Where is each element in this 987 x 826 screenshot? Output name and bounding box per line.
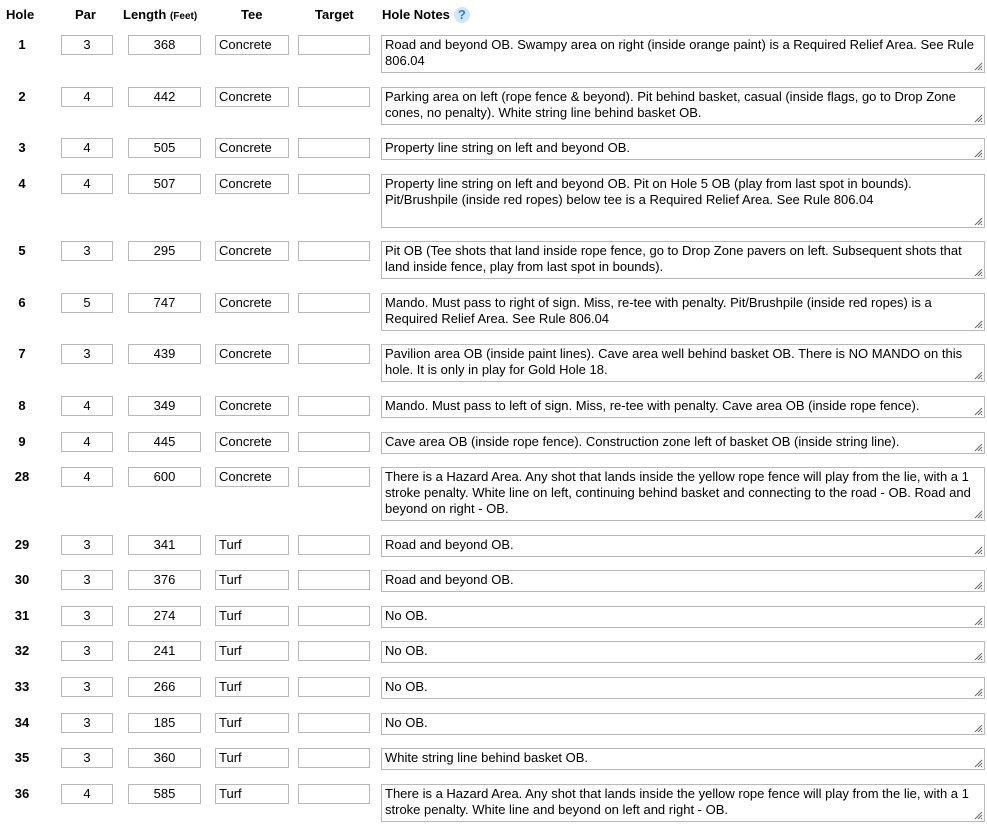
resize-grip-icon[interactable] [973, 723, 983, 733]
hole-number: 28 [14, 469, 30, 484]
par-input[interactable]: 3 [61, 535, 113, 555]
tee-input[interactable]: Concrete [215, 293, 289, 313]
par-input[interactable]: 4 [61, 432, 113, 452]
hole-notes-textarea[interactable] [381, 174, 985, 228]
hole-notes-text: Property line string on left and beyond OB. Pit on Hole 5 OB (play from last spot in bounds). Pit/Brushpile (inside red ropes) below tee is a Required Relief Area. See Rule 806.04 [385, 176, 912, 207]
par-input[interactable]: 4 [61, 138, 113, 158]
length-input[interactable]: 349 [128, 396, 201, 416]
target-input[interactable] [298, 570, 370, 590]
hole-notes-text: No OB. [385, 608, 428, 623]
length-input[interactable]: 341 [128, 535, 201, 555]
hole-notes-textarea[interactable] [381, 748, 985, 770]
header-length [123, 7, 197, 22]
par-input[interactable]: 4 [61, 174, 113, 194]
tee-input[interactable]: Concrete [215, 35, 289, 55]
length-input[interactable]: 360 [128, 748, 201, 768]
length-input[interactable]: 274 [128, 606, 201, 626]
target-input[interactable] [298, 396, 370, 416]
hole-notes-text: Road and beyond OB. Swampy area on right (inside orange paint) is a Required Relief Area. See Rule 806.04 [385, 37, 974, 68]
tee-input[interactable]: Turf [215, 784, 289, 804]
hole-notes-textarea[interactable] [381, 138, 985, 160]
hole-number: 36 [14, 786, 30, 801]
length-input[interactable]: 266 [128, 677, 201, 697]
resize-grip-icon[interactable] [973, 810, 983, 820]
target-input[interactable] [298, 535, 370, 555]
target-input[interactable] [298, 87, 370, 107]
hole-notes-text: Property line string on left and beyond OB. [385, 140, 630, 155]
par-input[interactable]: 3 [61, 344, 113, 364]
hole-number: 1 [18, 37, 26, 52]
length-input[interactable]: 585 [128, 784, 201, 804]
tee-input[interactable]: Turf [215, 535, 289, 555]
length-input[interactable]: 241 [128, 641, 201, 661]
hole-notes-text: Road and beyond OB. [385, 572, 514, 587]
length-input[interactable]: 185 [128, 713, 201, 733]
hole-notes-text: No OB. [385, 679, 428, 694]
resize-grip-icon[interactable] [973, 216, 983, 226]
par-input[interactable]: 3 [61, 35, 113, 55]
length-input[interactable]: 295 [128, 241, 201, 261]
hole-notes-text: White string line behind basket OB. [385, 750, 589, 765]
tee-input[interactable]: Concrete [215, 241, 289, 261]
resize-grip-icon[interactable] [973, 370, 983, 380]
resize-grip-icon[interactable] [973, 442, 983, 452]
hole-notes-textarea[interactable] [381, 570, 985, 592]
target-input[interactable] [298, 344, 370, 364]
hole-number: 9 [18, 434, 26, 449]
resize-grip-icon[interactable] [973, 319, 983, 329]
tee-input[interactable]: Concrete [215, 87, 289, 107]
par-input[interactable]: 3 [61, 606, 113, 626]
target-input[interactable] [298, 677, 370, 697]
tee-input[interactable]: Turf [215, 570, 289, 590]
tee-input[interactable]: Turf [215, 606, 289, 626]
hole-number: 30 [14, 572, 30, 587]
hole-notes-textarea[interactable] [381, 535, 985, 557]
hole-notes-textarea[interactable] [381, 467, 985, 521]
resize-grip-icon[interactable] [973, 687, 983, 697]
target-input[interactable] [298, 784, 370, 804]
hole-number: 5 [18, 243, 26, 258]
par-input[interactable]: 3 [61, 677, 113, 697]
length-input[interactable]: 505 [128, 138, 201, 158]
hole-notes-text: Parking area on left (rope fence & beyond). Pit behind basket, casual (inside flags, go to Drop Zone cones, no penalty). White string line behind basket OB. [385, 89, 956, 120]
hole-notes-textarea[interactable] [381, 87, 985, 125]
hole-notes-textarea[interactable] [381, 606, 985, 628]
hole-notes-text: Mando. Must pass to right of sign. Miss, re-tee with penalty. Pit/Brushpile (inside red ropes) is a Required Relief Area. See Rule 806.04 [385, 295, 932, 326]
tee-input[interactable]: Concrete [215, 467, 289, 487]
target-input[interactable] [298, 606, 370, 626]
target-input[interactable] [298, 748, 370, 768]
tee-input[interactable]: Turf [215, 713, 289, 733]
resize-grip-icon[interactable] [973, 651, 983, 661]
resize-grip-icon[interactable] [973, 545, 983, 555]
tee-input[interactable]: Concrete [215, 432, 289, 452]
tee-input[interactable]: Concrete [215, 138, 289, 158]
hole-notes-textarea[interactable] [381, 293, 985, 331]
hole-notes-text: No OB. [385, 643, 428, 658]
resize-grip-icon[interactable] [973, 758, 983, 768]
par-input[interactable]: 3 [61, 748, 113, 768]
tee-input[interactable]: Concrete [215, 344, 289, 364]
header-length-unit: (Feet) [169, 11, 198, 22]
hole-notes-text: No OB. [385, 715, 428, 730]
target-input[interactable] [298, 35, 370, 55]
length-input[interactable]: 445 [128, 432, 201, 452]
length-input[interactable]: 376 [128, 570, 201, 590]
header-tee: Tee [241, 7, 263, 22]
tee-input[interactable]: Concrete [215, 174, 289, 194]
hole-number: 29 [14, 537, 30, 552]
hole-notes-text: There is a Hazard Area. Any shot that lands inside the yellow rope fence will play from the lie, with a 1 stroke penalty. White line on left, continuing behind basket and connecting to the road - OB. Road and beyond on right - OB. [385, 469, 971, 516]
hole-number: 35 [14, 750, 30, 765]
par-input[interactable]: 5 [61, 293, 113, 313]
resize-grip-icon[interactable] [973, 267, 983, 277]
header-par: Par [75, 7, 96, 22]
tee-input[interactable]: Turf [215, 641, 289, 661]
hole-notes-text: Pavilion area OB (inside paint lines). Cave area well behind basket OB. There is NO MANDO on this hole. It is only in play for Gold Hole 18. [385, 346, 963, 377]
hole-notes-text: Mando. Must pass to left of sign. Miss, re-tee with penalty. Cave area OB (inside rope fence). [385, 398, 920, 413]
hole-number: 34 [14, 715, 30, 730]
target-input[interactable] [298, 713, 370, 733]
target-input[interactable] [298, 432, 370, 452]
help-icon[interactable]: ? [454, 7, 470, 23]
target-input[interactable] [298, 641, 370, 661]
hole-number: 7 [18, 346, 26, 361]
par-input[interactable]: 3 [61, 241, 113, 261]
resize-grip-icon[interactable] [973, 148, 983, 158]
par-input[interactable]: 4 [61, 784, 113, 804]
tee-input[interactable]: Turf [215, 677, 289, 697]
hole-notes-textarea[interactable] [381, 396, 985, 418]
header-length-label: Length [123, 7, 167, 22]
header-notes [382, 7, 470, 24]
par-input[interactable]: 3 [61, 713, 113, 733]
tee-input[interactable]: Concrete [215, 396, 289, 416]
hole-notes-textarea[interactable] [381, 344, 985, 382]
hole-number: 31 [14, 608, 30, 623]
table-header [0, 0, 987, 28]
par-input[interactable]: 3 [61, 641, 113, 661]
resize-grip-icon[interactable] [973, 509, 983, 519]
hole-notes-text: Pit OB (Tee shots that land inside rope fence, go to Drop Zone pavers on left. Subsequent shots that land inside fence, play from last spot in bounds). [385, 243, 962, 274]
hole-notes-textarea[interactable] [381, 432, 985, 454]
resize-grip-icon[interactable] [973, 616, 983, 626]
length-input[interactable]: 747 [128, 293, 201, 313]
par-input[interactable]: 3 [61, 570, 113, 590]
tee-input[interactable]: Turf [215, 748, 289, 768]
header-notes-label: Hole Notes [382, 7, 450, 22]
hole-notes-textarea[interactable] [381, 641, 985, 663]
hole-number: 32 [14, 643, 30, 658]
hole-number: 4 [18, 176, 26, 191]
hole-notes-text: Cave area OB (inside rope fence). Construction zone left of basket OB (inside string line). [385, 434, 900, 449]
hole-notes-text: Road and beyond OB. [385, 537, 514, 552]
resize-grip-icon[interactable] [973, 406, 983, 416]
hole-notes-textarea[interactable] [381, 35, 985, 73]
length-input[interactable]: 439 [128, 344, 201, 364]
hole-notes-textarea[interactable] [381, 241, 985, 279]
par-input[interactable]: 4 [61, 87, 113, 107]
hole-notes-textarea[interactable] [381, 713, 985, 735]
target-input[interactable] [298, 467, 370, 487]
hole-number: 6 [18, 295, 26, 310]
target-input[interactable] [298, 138, 370, 158]
hole-number: 2 [18, 89, 26, 104]
header-target: Target [315, 7, 354, 22]
hole-notes-textarea[interactable] [381, 677, 985, 699]
par-input[interactable]: 4 [61, 396, 113, 416]
length-input[interactable]: 507 [128, 174, 201, 194]
resize-grip-icon[interactable] [973, 580, 983, 590]
resize-grip-icon[interactable] [973, 113, 983, 123]
target-input[interactable] [298, 241, 370, 261]
hole-number: 3 [18, 140, 26, 155]
hole-notes-text: There is a Hazard Area. Any shot that lands inside the yellow rope fence will play from the lie, with a 1 stroke penalty. White line and beyond on left and right - OB. [385, 786, 969, 817]
length-input[interactable]: 442 [128, 87, 201, 107]
par-input[interactable]: 4 [61, 467, 113, 487]
header-hole: Hole [6, 7, 35, 22]
hole-notes-textarea[interactable] [381, 784, 985, 822]
target-input[interactable] [298, 174, 370, 194]
length-input[interactable]: 368 [128, 35, 201, 55]
hole-number: 8 [18, 398, 26, 413]
length-input[interactable]: 600 [128, 467, 201, 487]
resize-grip-icon[interactable] [973, 61, 983, 71]
hole-number: 33 [14, 679, 30, 694]
target-input[interactable] [298, 293, 370, 313]
